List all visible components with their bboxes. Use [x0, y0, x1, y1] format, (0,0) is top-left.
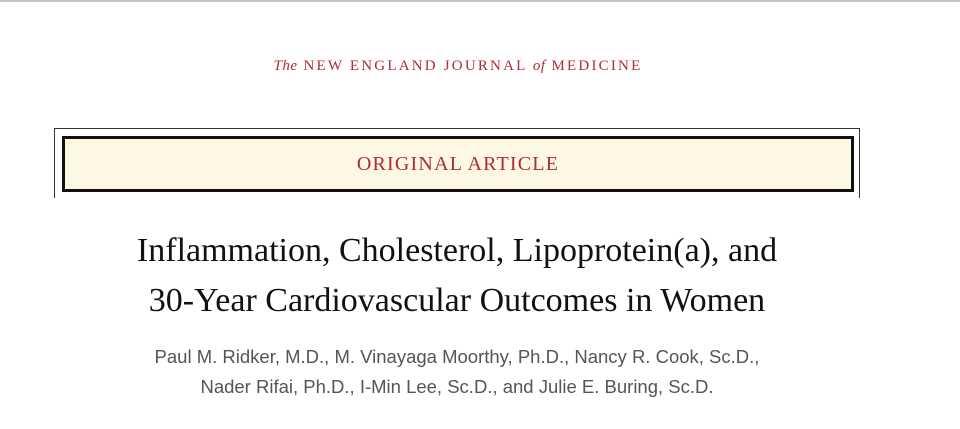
author-list: [0, 342, 914, 402]
author-list-line-1: Paul M. Ridker, M.D., M. Vinayaga Moorthy, Ph.D., Nancy R. Cook, Sc.D.,: [154, 346, 760, 367]
article-title-line-1: Inflammation, Cholesterol, Lipoprotein(a), and: [136, 232, 778, 269]
journal-article-the: The: [273, 58, 298, 74]
article-title: [0, 226, 914, 326]
journal-name-part1: NEW ENGLAND JOURNAL: [303, 58, 527, 74]
journal-word-of: of: [532, 58, 546, 74]
journal-masthead: [0, 58, 916, 75]
author-list-line-2: Nader Rifai, Ph.D., I-Min Lee, Sc.D., and Julie E. Buring, Sc.D.: [200, 376, 714, 397]
journal-name-part2: MEDICINE: [551, 58, 643, 74]
article-title-line-2: 30-Year Cardiovascular Outcomes in Women: [148, 282, 766, 319]
article-type-label: ORIGINAL ARTICLE: [356, 153, 560, 175]
article-type-banner: [62, 136, 854, 192]
top-divider: [0, 0, 960, 2]
